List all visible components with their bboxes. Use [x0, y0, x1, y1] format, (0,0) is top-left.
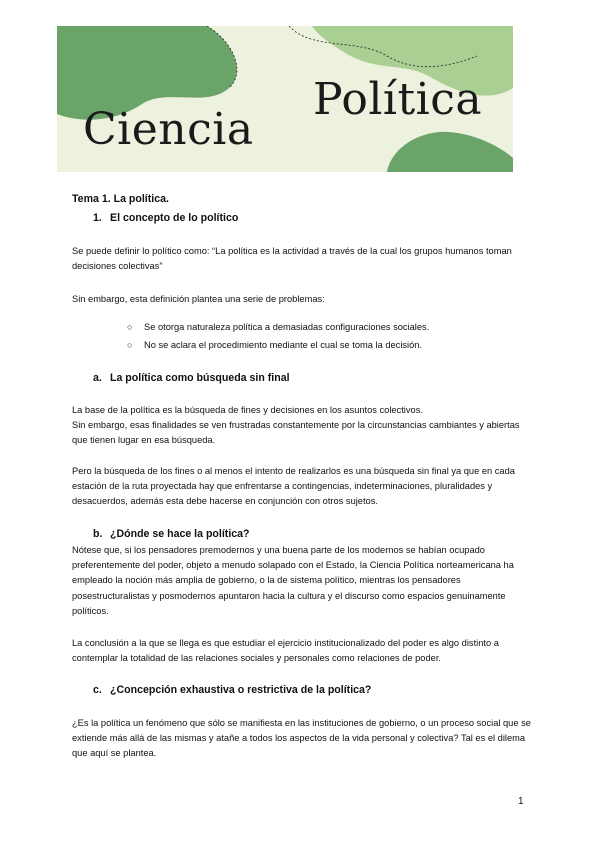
subsection-b-heading — [93, 528, 250, 540]
section-b-paragraph-1: Nótese que, si los pensadores premodernos y una buena parte de los modernos se habían ocupado preferentemente del poder, objeto a menudo solapado con el Estado, la Ciencia Política norteamericana ha empleado la noción más amplia de gobierno, o la de sistema político, mientras los pensadores posestructuralistas y posmodernos apuntaron hacia la cultura y el discurso como espacios genuinamente políticos. — [72, 545, 514, 616]
section-a-paragraph-2: Sin embargo, esas finalidades se ven frustradas constantemente por la circunstancias cambiantes y abiertas que tienen lugar en esa búsqueda. — [72, 420, 520, 446]
subsection-title: ¿Concepción exhaustiva o restrictiva de la política? — [110, 684, 372, 696]
page-number: 1 — [518, 796, 524, 807]
section-b-paragraph-2: La conclusión a la que se llega es que estudiar el ejercicio institucionalizado del poder es algo distinto a contemplar la totalidad de las relaciones sociales y personales como relaciones de poder. — [72, 638, 499, 664]
banner-title-politica: Política — [313, 74, 483, 125]
subsection-c-heading — [93, 684, 371, 696]
section-a-paragraph-1: La base de la política es la búsqueda de fines y decisiones en los asuntos colectivos. — [72, 405, 423, 415]
bullet-text: Se otorga naturaleza política a demasiadas configuraciones sociales. — [144, 322, 430, 332]
banner-title-ciencia: Ciencia — [83, 104, 254, 155]
bullet-item — [127, 322, 429, 332]
bullet-text: No se aclara el procedimiento mediante el cual se toma la decisión. — [144, 340, 423, 350]
subsection-letter: c. — [93, 684, 102, 696]
subsection-title: ¿Dónde se hace la política? — [110, 528, 250, 540]
bullet-item — [127, 340, 422, 350]
bullet-circle-icon: ○ — [127, 322, 133, 332]
header-banner — [57, 26, 513, 172]
definition-paragraph: Se puede definir lo político como: “La política es la actividad a través de la cual los grupos humanos toman decisiones colectivas” — [72, 246, 512, 272]
subsection-title: La política como búsqueda sin final — [110, 372, 290, 384]
section-title: El concepto de lo político — [110, 212, 239, 224]
topic-heading: Tema 1. La política. — [72, 193, 169, 205]
section-a-paragraph-3: Pero la búsqueda de los fines o al menos el intento de realizarlos es una búsqueda sin final ya que en cada estación de la ruta proyectada hay que enfrentarse a contingencias, indeterminaciones, pluralidades y desacuerdos, además esta debe hacerse en conjunción con otros sujetos. — [72, 466, 515, 507]
subsection-letter: b. — [93, 528, 103, 540]
subsection-a-heading — [93, 372, 290, 384]
bullet-circle-icon: ○ — [127, 340, 133, 350]
section-number: 1. — [93, 212, 102, 224]
section-heading — [93, 212, 238, 224]
section-c-paragraph-1: ¿Es la política un fenómeno que sólo se manifiesta en las instituciones de gobierno, o un proceso social que se extiende más allá de las mismas y atañe a todos los aspectos de la vida personal y colectiva? Tal es el dilema que aquí se plantea. — [72, 718, 531, 759]
subsection-letter: a. — [93, 372, 102, 384]
problems-intro-paragraph: Sin embargo, esta definición plantea una serie de problemas: — [72, 294, 325, 304]
